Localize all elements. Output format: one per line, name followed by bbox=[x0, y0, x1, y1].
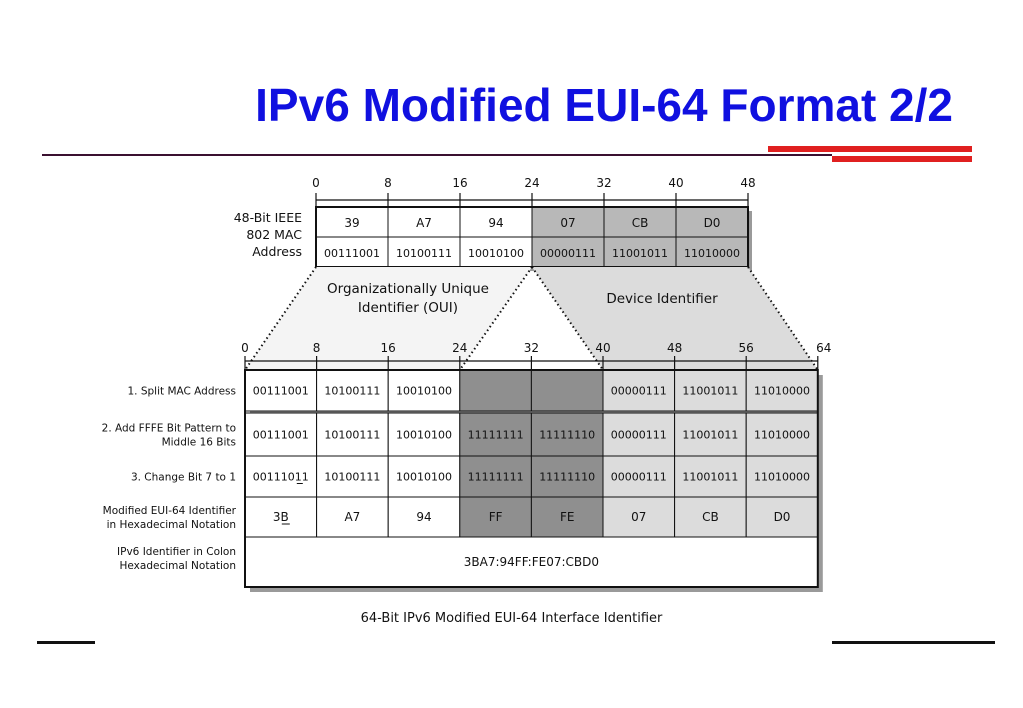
eui-binary-value: 00111011 bbox=[252, 470, 309, 484]
mac-hex-value: 39 bbox=[344, 216, 360, 230]
eui-hex-value: FE bbox=[559, 510, 575, 524]
eui-row-label-line: 1. Split MAC Address bbox=[127, 385, 236, 398]
mac-hex-value: CB bbox=[631, 216, 649, 230]
eui-row-label-line: 3. Change Bit 7 to 1 bbox=[130, 471, 236, 484]
mac-bit-tick: 24 bbox=[524, 176, 540, 190]
eui-binary-value: 11010000 bbox=[754, 384, 810, 398]
mac-binary-value: 10010100 bbox=[468, 247, 524, 260]
mac-binary-value: 11001011 bbox=[612, 247, 668, 260]
eui-binary-value: 10100111 bbox=[324, 428, 381, 442]
eui-binary-value: 00111001 bbox=[252, 428, 309, 442]
eui-binary-value: 00000111 bbox=[610, 470, 667, 484]
eui-bit-tick: 56 bbox=[738, 341, 754, 355]
mac-binary-value: 00000111 bbox=[540, 247, 596, 260]
mac-bit-tick: 48 bbox=[740, 176, 756, 190]
mac-hex-value: 07 bbox=[560, 216, 576, 230]
mac-bit-tick: 32 bbox=[596, 176, 612, 190]
eui-hex-value: D0 bbox=[773, 510, 791, 524]
eui-binary-value: 11001011 bbox=[682, 470, 739, 484]
slide-title: IPv6 Modified EUI-64 Format 2/2 bbox=[255, 79, 953, 131]
mac-binary-value: 10100111 bbox=[396, 247, 452, 260]
eui-binary-value: 10100111 bbox=[324, 470, 381, 484]
eui-bit-tick: 40 bbox=[595, 341, 611, 355]
mac-hex-value: D0 bbox=[703, 216, 721, 230]
eui-binary-value: 11001011 bbox=[682, 428, 739, 442]
mac-hex-value: 94 bbox=[488, 216, 504, 230]
eui-row-label-line: 2. Add FFFE Bit Pattern to bbox=[101, 422, 236, 435]
colon-label-line: IPv6 Identifier in Colon bbox=[117, 546, 236, 558]
eui-cell bbox=[531, 370, 603, 411]
eui-bit-tick: 8 bbox=[312, 341, 321, 355]
mac-bit-tick: 40 bbox=[668, 176, 684, 190]
mac-bit-tick: 8 bbox=[384, 176, 392, 190]
eui-binary-value: 11001011 bbox=[682, 384, 739, 398]
eui-binary-value: 10100111 bbox=[324, 384, 381, 398]
eui-binary-value: 11010000 bbox=[754, 470, 810, 484]
diagram-caption: 64-Bit IPv6 Modified EUI-64 Interface Identifier bbox=[360, 611, 663, 626]
mac-label-line: 802 MAC bbox=[246, 227, 302, 242]
eui-bit-tick: 16 bbox=[380, 341, 396, 355]
eui-binary-value: 11111111 bbox=[467, 428, 524, 442]
eui-row-label-line: in Hexadecimal Notation bbox=[106, 519, 236, 531]
mac-label-line: 48-Bit IEEE bbox=[233, 210, 302, 225]
oui-label-line: Organizationally Unique bbox=[327, 281, 489, 297]
mac-bit-tick: 16 bbox=[452, 176, 468, 190]
eui-binary-value: 10010100 bbox=[396, 428, 452, 442]
eui-binary-value: 10010100 bbox=[396, 470, 452, 484]
eui-bit-tick: 64 bbox=[816, 341, 832, 355]
eui-binary-value: 10010100 bbox=[396, 384, 452, 398]
eui-binary-value: 00000111 bbox=[610, 384, 667, 398]
eui-binary-value: 00111001 bbox=[252, 384, 309, 398]
mac-label-line: Address bbox=[252, 244, 302, 259]
eui-bit-tick: 0 bbox=[241, 341, 249, 355]
mac-hex-value: A7 bbox=[416, 216, 432, 230]
device-id-label: Device Identifier bbox=[606, 291, 718, 307]
eui-binary-value: 11111110 bbox=[539, 470, 596, 484]
eui-row-label-line: Modified EUI-64 Identifier bbox=[102, 505, 236, 517]
eui-bit-tick: 48 bbox=[666, 341, 683, 355]
eui-hex-value: 07 bbox=[631, 510, 647, 524]
eui-bit-tick: 24 bbox=[452, 341, 468, 355]
eui-hex-value: FF bbox=[488, 510, 503, 524]
colon-hex-value: 3BA7:94FF:FE07:CBD0 bbox=[463, 555, 600, 569]
eui-hex-value: A7 bbox=[344, 510, 361, 524]
eui-binary-value: 00000111 bbox=[610, 428, 667, 442]
mac-binary-value: 00111001 bbox=[324, 247, 380, 260]
eui-binary-value: 11111110 bbox=[539, 428, 596, 442]
eui-binary-value: 11111111 bbox=[467, 470, 524, 484]
oui-label-line: Identifier (OUI) bbox=[357, 300, 459, 316]
mac-bit-tick: 0 bbox=[312, 176, 320, 190]
colon-label-line: Hexadecimal Notation bbox=[119, 560, 236, 572]
eui-hex-value: CB bbox=[702, 510, 719, 524]
mac-binary-value: 11010000 bbox=[684, 247, 740, 260]
eui-binary-value: 11010000 bbox=[754, 428, 810, 442]
eui-cell bbox=[460, 370, 532, 411]
eui-bit-tick: 32 bbox=[523, 341, 540, 355]
eui-hex-value: 94 bbox=[416, 510, 432, 524]
eui-hex-value: 3B bbox=[272, 510, 289, 524]
eui-row-label-line: Middle 16 Bits bbox=[161, 436, 236, 449]
